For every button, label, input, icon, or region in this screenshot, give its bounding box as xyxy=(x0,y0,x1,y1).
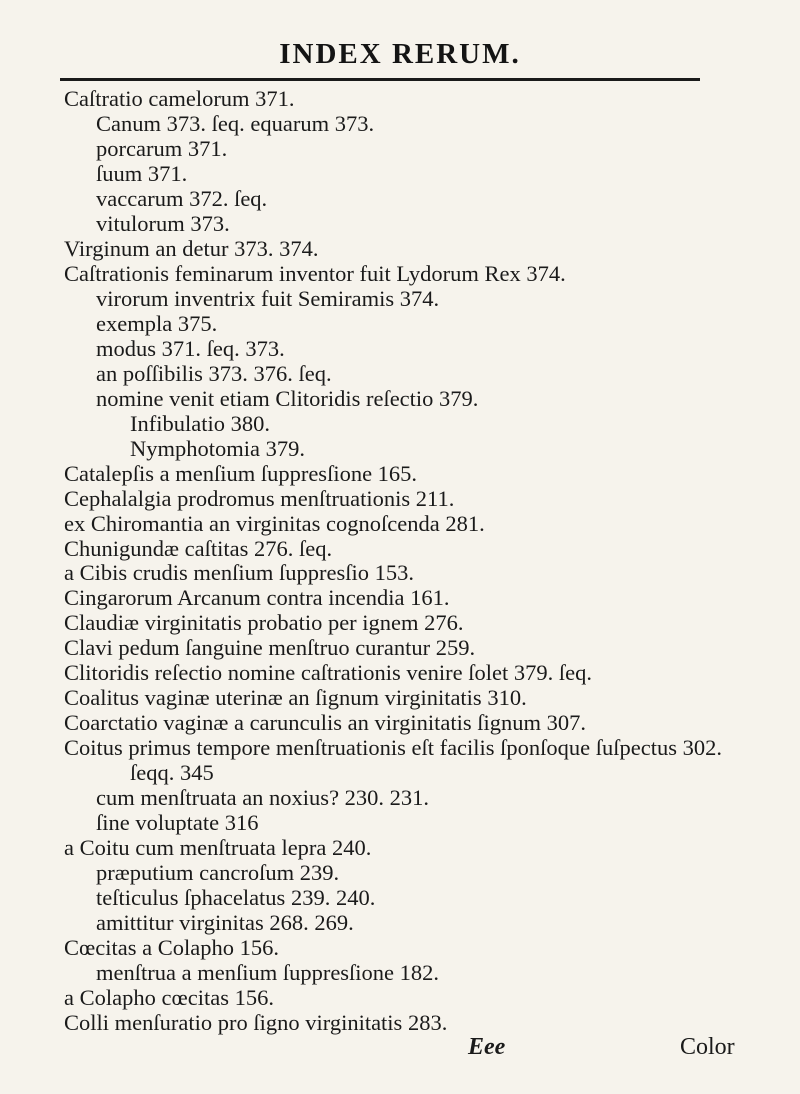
index-line: ſuum 371. xyxy=(96,160,188,186)
index-line: Nymphotomia 379. xyxy=(130,435,305,461)
running-head: INDEX RERUM. xyxy=(279,38,521,70)
index-line: Coarctatio vaginæ a carunculis an virginitatis ſignum 307. xyxy=(64,710,586,736)
index-line: porcarum 371. xyxy=(96,135,228,161)
index-line: amittitur virginitas 268. 269. xyxy=(96,910,354,936)
index-line: a Coitu cum menſtruata lepra 240. xyxy=(64,835,372,861)
index-line: cum menſtruata an noxius? 230. 231. xyxy=(96,785,430,811)
index-line: Coitus primus tempore menſtruationis eſt facilis ſponſoque ſuſpectus 302. xyxy=(64,735,723,761)
index-line: Canum 373. ſeq. equarum 373. xyxy=(96,110,375,136)
index-line: Virginum an detur 373. 374. xyxy=(64,235,319,261)
index-line: Chunigundæ caſtitas 276. ſeq. xyxy=(64,535,333,561)
signature-mark: Eee xyxy=(468,1034,506,1060)
index-line: Colli menſuratio pro ſigno virginitatis 283. xyxy=(64,1010,448,1035)
index-line: Claudiæ virginitatis probatio per ignem 276. xyxy=(64,610,464,636)
index-line: Cingarorum Arcanum contra incendia 161. xyxy=(64,585,450,611)
header-rule xyxy=(60,78,700,81)
index-line: a Cibis crudis menſium ſuppresſio 153. xyxy=(64,560,414,586)
index-line: nomine venit etiam Clitoridis reſectio 379. xyxy=(96,385,479,411)
index-line: ſeqq. 345 xyxy=(130,760,214,786)
index-line: exempla 375. xyxy=(96,310,218,336)
index-line: Cephalalgia prodromus menſtruationis 211. xyxy=(64,485,455,511)
catchword: Color xyxy=(680,1034,735,1060)
index-line: Infibulatio 380. xyxy=(130,410,270,436)
index-line: præputium cancroſum 239. xyxy=(96,860,340,886)
index-line: virorum inventrix fuit Semiramis 374. xyxy=(96,285,440,311)
index-line: teſticulus ſphacelatus 239. 240. xyxy=(96,885,376,911)
index-line: modus 371. ſeq. 373. xyxy=(96,335,285,361)
index-line: Caſtrationis feminarum inventor fuit Lydorum Rex 374. xyxy=(64,260,566,286)
index-line: menſtrua a menſium ſuppresſione 182. xyxy=(96,960,440,986)
index-line: an poſſibilis 373. 376. ſeq. xyxy=(96,360,332,386)
index-line: a Colapho cœcitas 156. xyxy=(64,985,274,1011)
index-line: Catalepſis a menſium ſuppresſione 165. xyxy=(64,460,418,486)
index-line: vitulorum 373. xyxy=(96,210,230,236)
index-line: Clitoridis reſectio nomine caſtrationis venire ſolet 379. ſeq. xyxy=(64,660,592,686)
index-line: Caſtratio camelorum 371. xyxy=(64,86,295,111)
index-line: Cœcitas a Colapho 156. xyxy=(64,935,279,961)
index-line: Clavi pedum ſanguine menſtruo curantur 259. xyxy=(64,635,476,661)
index-line: ex Chiromantia an virginitas cognoſcenda 281. xyxy=(64,510,485,536)
index-line: Coalitus vaginæ uterinæ an ſignum virginitatis 310. xyxy=(64,685,527,711)
index-line: ſine voluptate 316 xyxy=(96,810,259,836)
index-line: vaccarum 372. ſeq. xyxy=(96,185,268,211)
